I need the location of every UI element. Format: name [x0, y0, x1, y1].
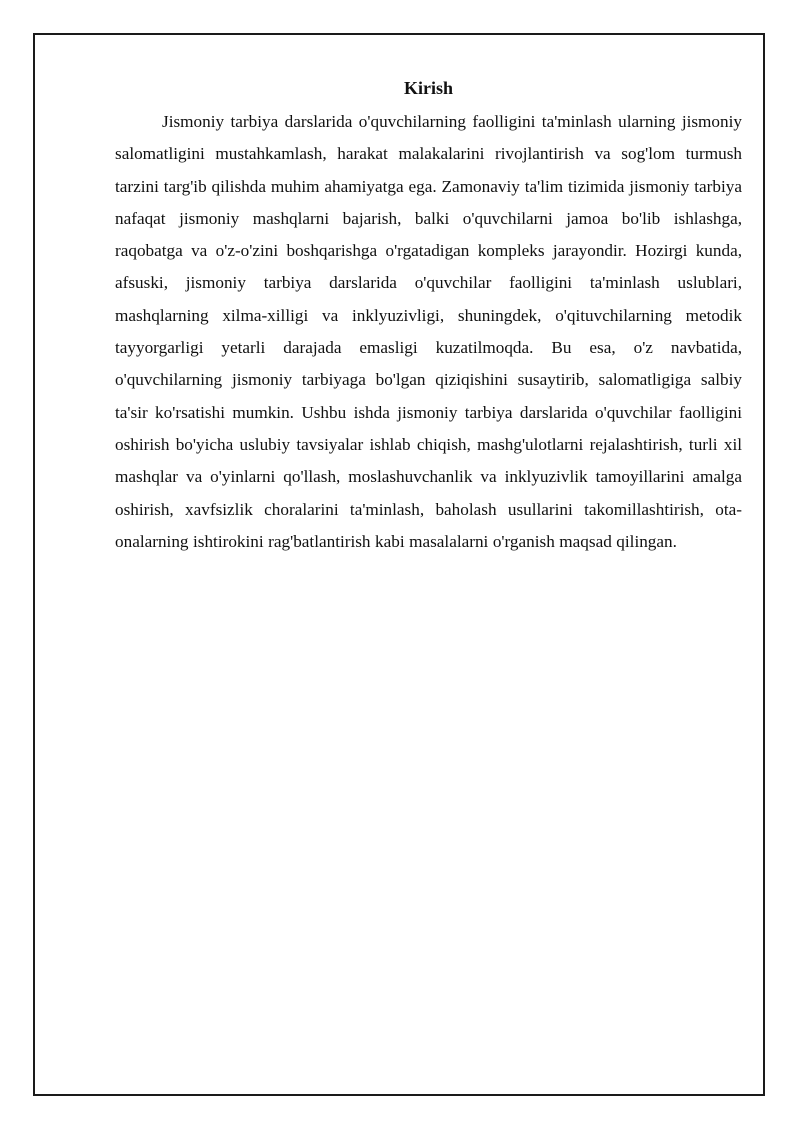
- page-title: Kirish: [403, 78, 453, 98]
- document-body: [115, 76, 742, 558]
- intro-paragraph: Jismoniy tarbiya darslarida o'quvchilarning faolligini ta'minlash ularning jismoniy salomatligini mustahkamlash, harakat malakalarini rivojlantirish va sog'lom turmush tarzini targ'ib qilishda muhim ahamiyatga ega. Zamonaviy ta'lim tizimida jismoniy tarbiya nafaqat jismoniy mashqlarni bajarish, balki o'quvchilarni jamoa bo'lib ishlashga, raqobatga va o'z-o'zini boshqarishga o'rgatadigan kompleks jarayondir. Hozirgi kunda, afsuski, jismoniy tarbiya darslarida o'quvchilar faolligini ta'minlash uslublari, mashqlarning xilma-xilligi va inklyuzivligi, shuningdek, o'qituvchilarning metodik tayyorgarligi yetarli darajada emasligi kuzatilmoqda. Bu esa, o'z navbatida, o'quvchilarning jismoniy tarbiyaga bo'lgan qiziqishini susaytirib, salomatligiga salbiy ta'sir ko'rsatishi mumkin. Ushbu ishda jismoniy tarbiya darslarida o'quvchilar faolligini oshirish bo'yicha uslubiy tavsiyalar ishlab chiqish, mashg'ulotlarni rejalashtirish, turli xil mashqlar va o'yinlarni qo'llash, moslashuvchanlik va inklyuzivlik tamoyillarini amalga oshirish, xavfsizlik choralarini ta'minlash, baholash usullarini takomillashtirish, ota-onalarning ishtirokini rag'batlantirish kabi masalalarni o'rganish maqsad qilingan.: [115, 112, 742, 551]
